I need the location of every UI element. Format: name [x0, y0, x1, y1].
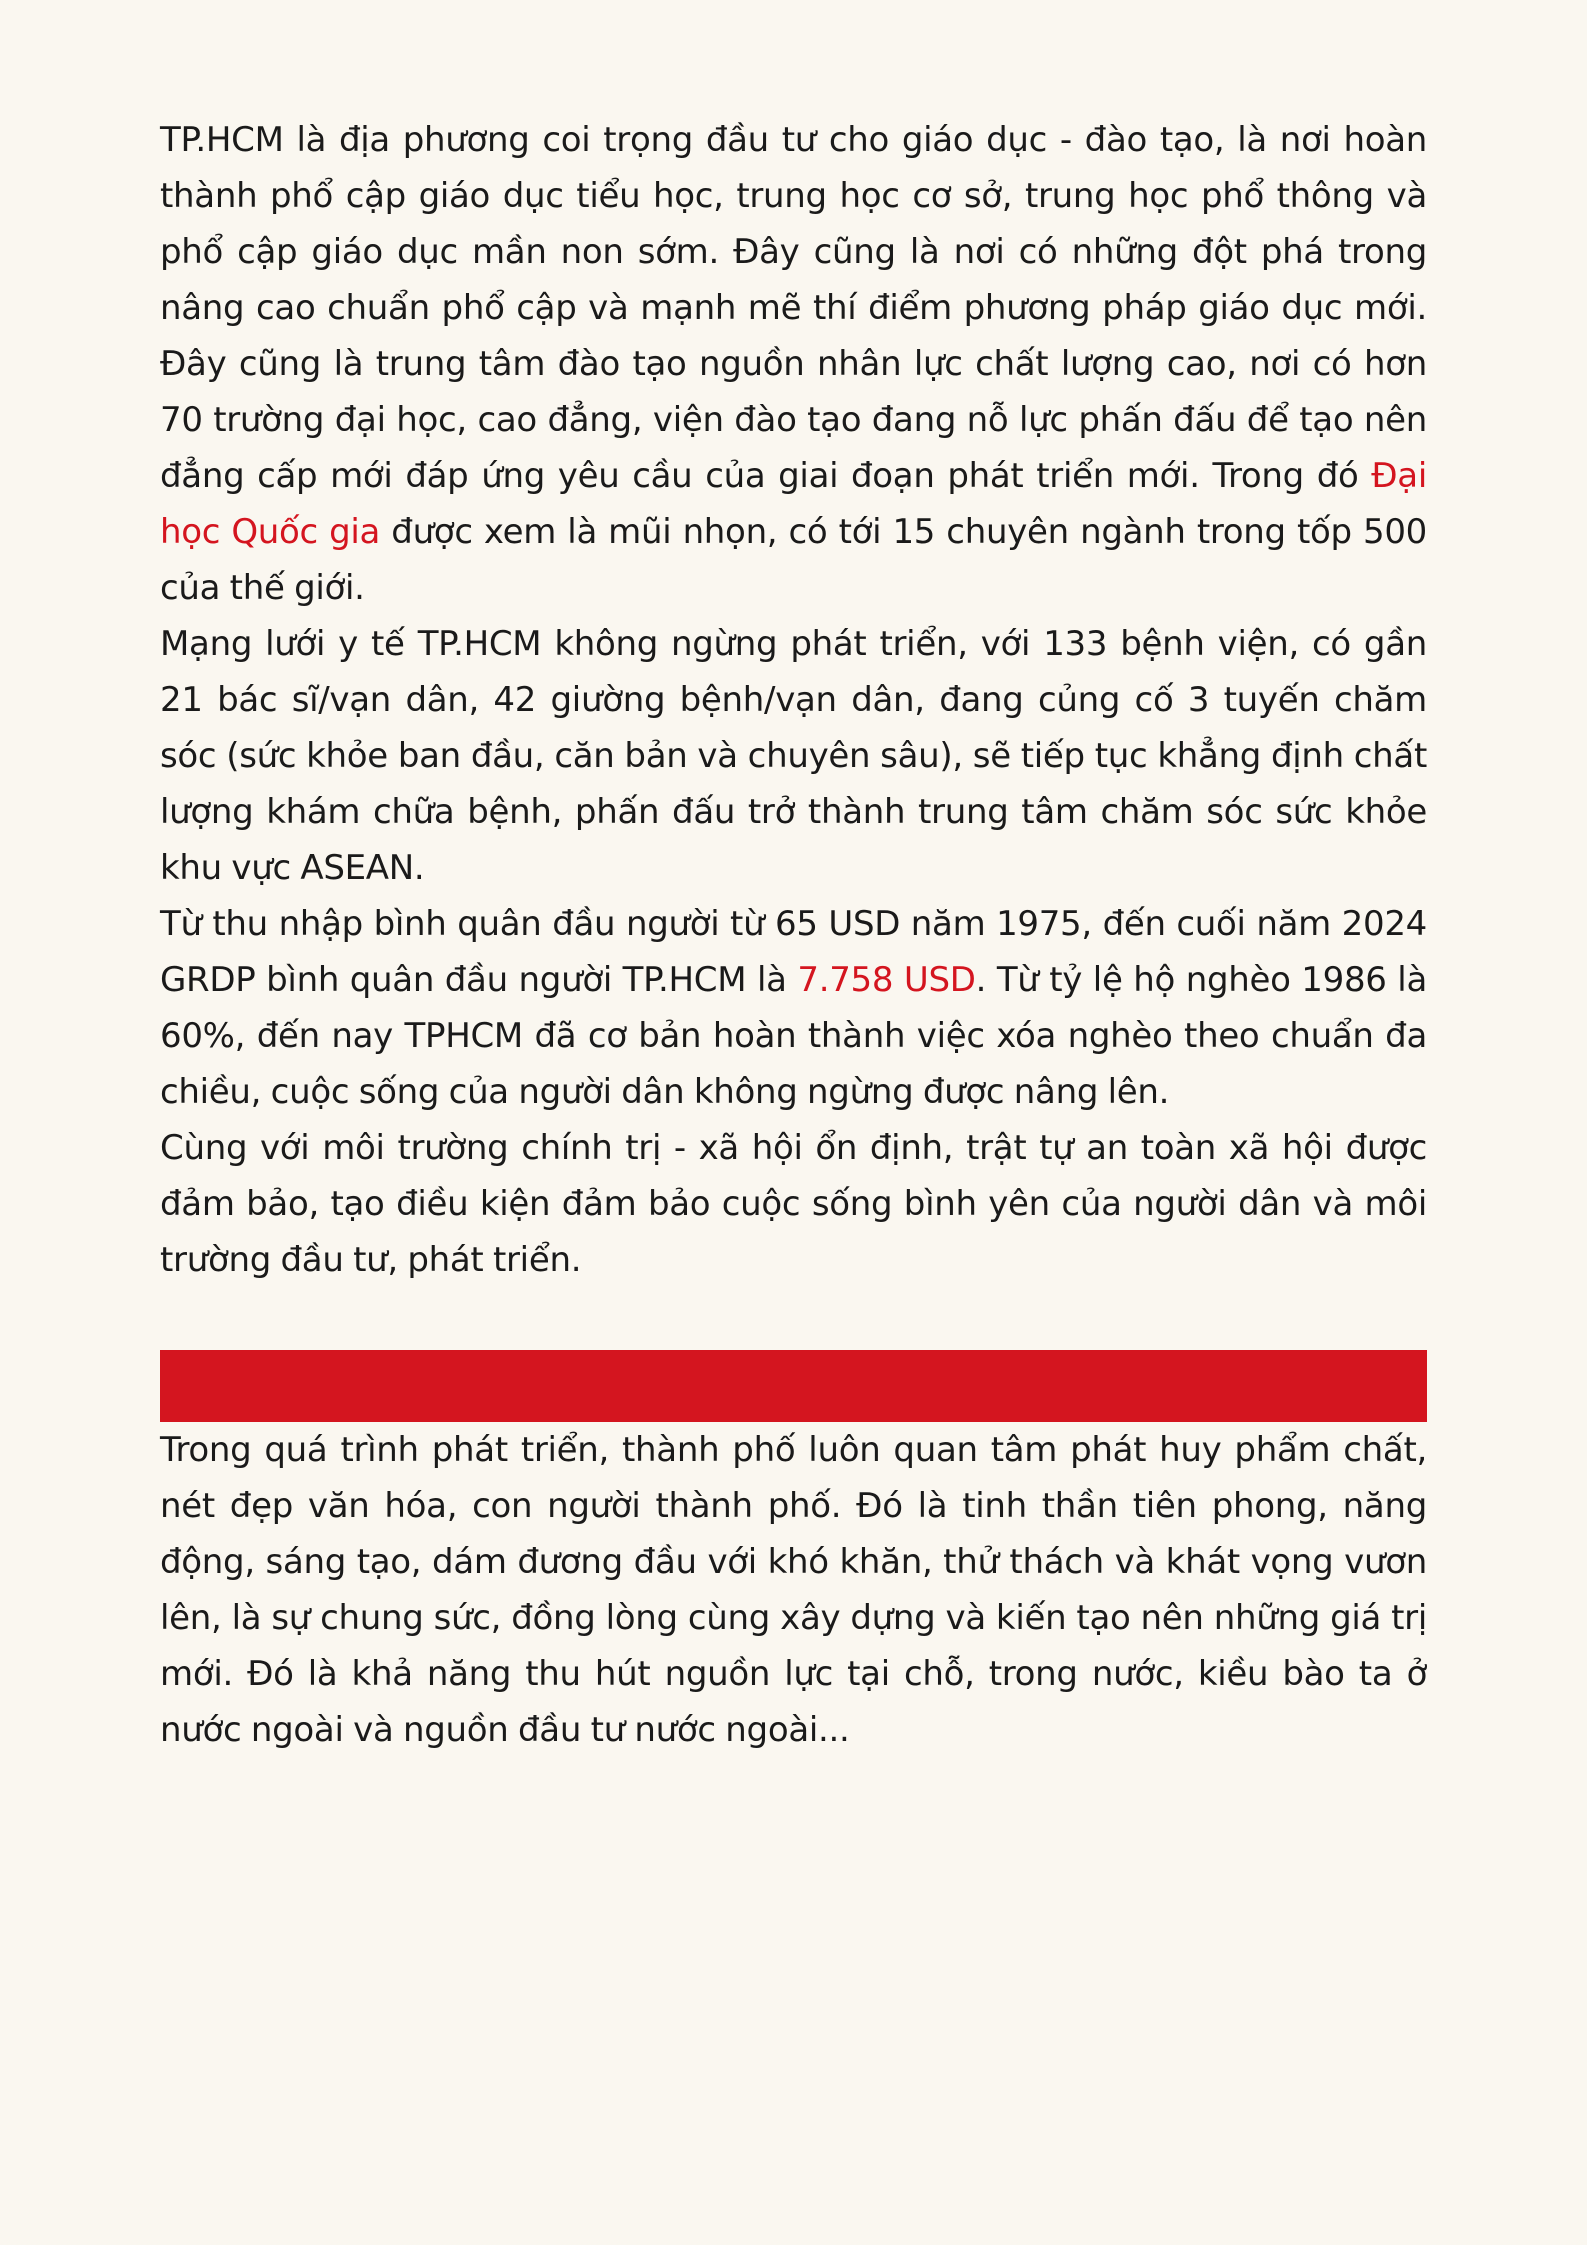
paragraph-education-text-start: TP.HCM là địa phương coi trọng đầu tư cho giáo dục - đào tạo, là nơi hoàn thành phổ cập giáo dục tiểu học, trung học cơ sở, trung học phổ thông và phổ cập giáo dục mần non sớm. Đây cũng là nơi có những đột phá trong nâng cao chuẩn phổ cập và mạnh mẽ thí điểm phương pháp giáo dục mới. Đây cũng là trung tâm đào tạo nguồn nhân lực chất lượng cao, nơi có hơn 70 trường đại học, cao đẳng, viện đào tạo đang nỗ lực phấn đấu để tạo nên đẳng cấp mới đáp ứng yêu cầu của giai đoạn phát triển mới. Trong đó [160, 120, 1427, 496]
highlight-grdp-value: 7.758 USD [797, 960, 976, 1000]
paragraph-income-text-end: . Từ tỷ lệ hộ nghèo 1986 là 60%, đến nay TPHCM đã cơ bản hoàn thành việc xóa nghèo theo chuẩn đa chiều, cuộc sống của người dân không ngừng được nâng lên. [160, 960, 1427, 1112]
paragraph-income [160, 896, 1427, 1120]
paragraph-education-text-end: được xem là mũi nhọn, có tới 15 chuyên ngành trong tốp 500 của thế giới. [160, 512, 1427, 608]
paragraph-stability: Cùng với môi trường chính trị - xã hội ổn định, trật tự an toàn xã hội được đảm bảo, tạo điều kiện đảm bảo cuộc sống bình yên của người dân và môi trường đầu tư, phát triển. [160, 1128, 1427, 1280]
paragraph-income-text-start: Từ thu nhập bình quân đầu người từ 65 USD năm 1975, đến cuối năm 2024 GRDP bình quân đầu người TP.HCM là [160, 904, 1427, 1000]
paragraph-city-spirit: Trong quá trình phát triển, thành phố luôn quan tâm phát huy phẩm chất, nét đẹp văn hóa, con người thành phố. Đó là tinh thần tiên phong, năng động, sáng tạo, dám đương đầu với khó khăn, thử thách và khát vọng vươn lên, là sự chung sức, đồng lòng cùng xây dựng và kiến tạo nên những giá trị mới. Đó là khả năng thu hút nguồn lực tại chỗ, trong nước, kiều bào ta ở nước ngoài và nguồn đầu tư nước ngoài... [160, 1430, 1427, 1750]
paragraph-education [160, 112, 1427, 616]
paragraph-healthcare: Mạng lưới y tế TP.HCM không ngừng phát triển, với 133 bệnh viện, có gần 21 bác sĩ/vạn dân, 42 giường bệnh/vạn dân, đang củng cố 3 tuyến chăm sóc (sức khỏe ban đầu, căn bản và chuyên sâu), sẽ tiếp tục khẳng định chất lượng khám chữa bệnh, phấn đấu trở thành trung tâm chăm sóc sức khỏe khu vực ASEAN. [160, 624, 1427, 888]
interview-question-box [160, 1350, 1427, 1422]
highlight-national-university: Đại học Quốc gia [160, 456, 1427, 552]
